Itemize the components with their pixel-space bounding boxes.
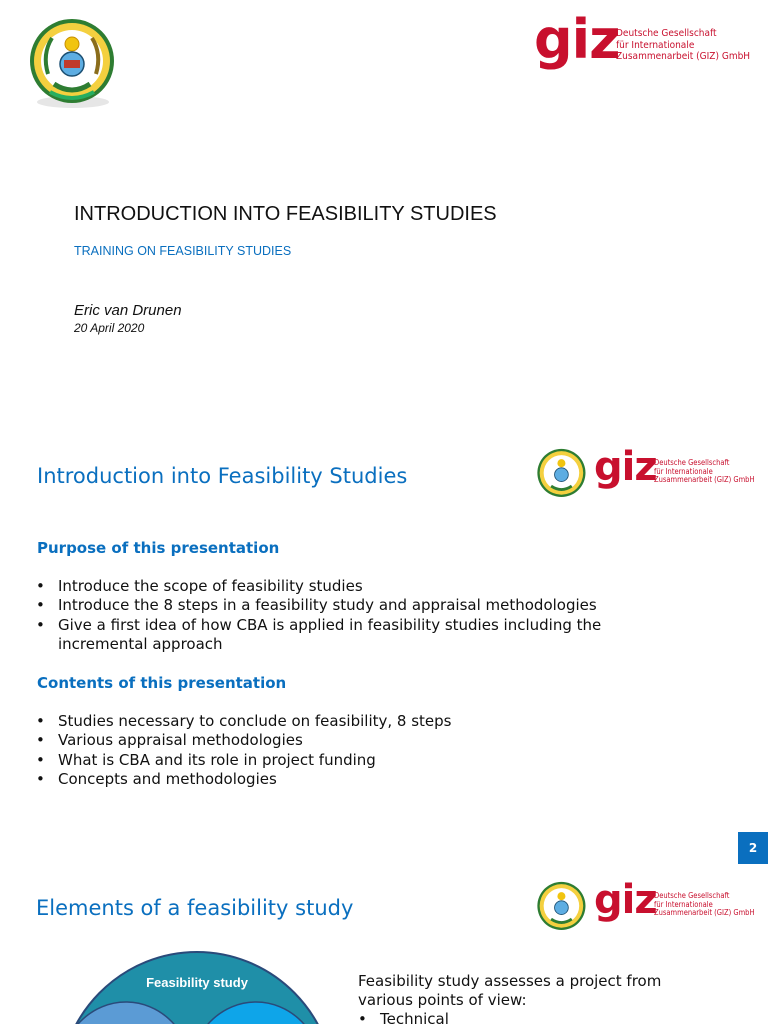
purpose-heading: Purpose of this presentation	[37, 539, 280, 557]
list-item: • Technical	[358, 1010, 718, 1024]
giz-tagline-line-2: für Internationale	[616, 39, 695, 51]
list-item: • Concepts and methodologies	[36, 770, 656, 789]
giz-wordmark: giz	[594, 444, 657, 490]
giz-tagline	[654, 892, 755, 918]
giz-wordmark: giz	[594, 877, 657, 923]
giz-tagline-line-1: Deutsche Gesellschaft	[616, 28, 717, 39]
list-item: • What is CBA and its role in project funding	[36, 751, 656, 770]
list-item: • Introduce the scope of feasibility studies	[36, 577, 656, 596]
giz-logo	[594, 444, 764, 499]
body-intro: Feasibility study assesses a project from various points of view:	[358, 972, 662, 1009]
slide-3-title: Elements of a feasibility study	[36, 896, 354, 920]
slide-2-title: Introduction into Feasibility Studies	[37, 464, 408, 488]
giz-logo	[594, 877, 764, 932]
giz-tagline-line-1: Deutsche Gesellschaft	[654, 891, 730, 900]
contents-heading: Contents of this presentation	[37, 674, 287, 692]
slide-3	[0, 866, 768, 1024]
slide-1-subtitle: TRAINING ON FEASIBILITY STUDIES	[74, 244, 292, 258]
viewpoint-list	[358, 1010, 718, 1024]
list-item: • Studies necessary to conclude on feasibility, 8 steps	[36, 712, 656, 731]
contents-list	[36, 712, 656, 789]
giz-tagline	[654, 459, 755, 485]
list-item: • Introduce the 8 steps in a feasibility study and appraisal methodologies	[36, 596, 656, 615]
giz-wordmark: giz	[534, 8, 620, 71]
giz-tagline-line-3: Zusammenarbeit (GIZ) GmbH	[654, 908, 755, 918]
rwanda-coat-of-arms-icon	[536, 879, 588, 934]
slide-1	[0, 0, 768, 400]
rwanda-coat-of-arms-icon	[536, 446, 588, 501]
giz-tagline-line-1: Deutsche Gesellschaft	[654, 458, 730, 467]
slide-1-title: INTRODUCTION INTO FEASIBILITY STUDIES	[74, 203, 497, 225]
giz-tagline-line-2: für Internationale	[654, 899, 713, 909]
giz-logo	[534, 8, 764, 82]
diagram-label: Feasibility study	[146, 975, 248, 990]
giz-tagline-line-2: für Internationale	[654, 466, 713, 476]
giz-tagline-line-3: Zusammenarbeit (GIZ) GmbH	[654, 475, 755, 485]
page-number-badge	[738, 832, 768, 864]
slide-2	[0, 433, 768, 865]
list-item: • Give a first idea of how CBA is applied in feasibility studies including the incremental approach	[36, 616, 656, 655]
rwanda-coat-of-arms-icon	[28, 14, 118, 110]
feasibility-diagram	[56, 950, 338, 1024]
list-item: • Various appraisal methodologies	[36, 731, 656, 750]
giz-tagline	[616, 28, 750, 63]
presentation-date: 20 April 2020	[74, 321, 145, 335]
giz-tagline-line-3: Zusammenarbeit (GIZ) GmbH	[616, 51, 751, 62]
slide-3-body	[358, 972, 718, 1024]
page-number: 2	[748, 841, 758, 855]
author-name: Eric van Drunen	[74, 302, 182, 319]
purpose-list	[36, 577, 656, 654]
